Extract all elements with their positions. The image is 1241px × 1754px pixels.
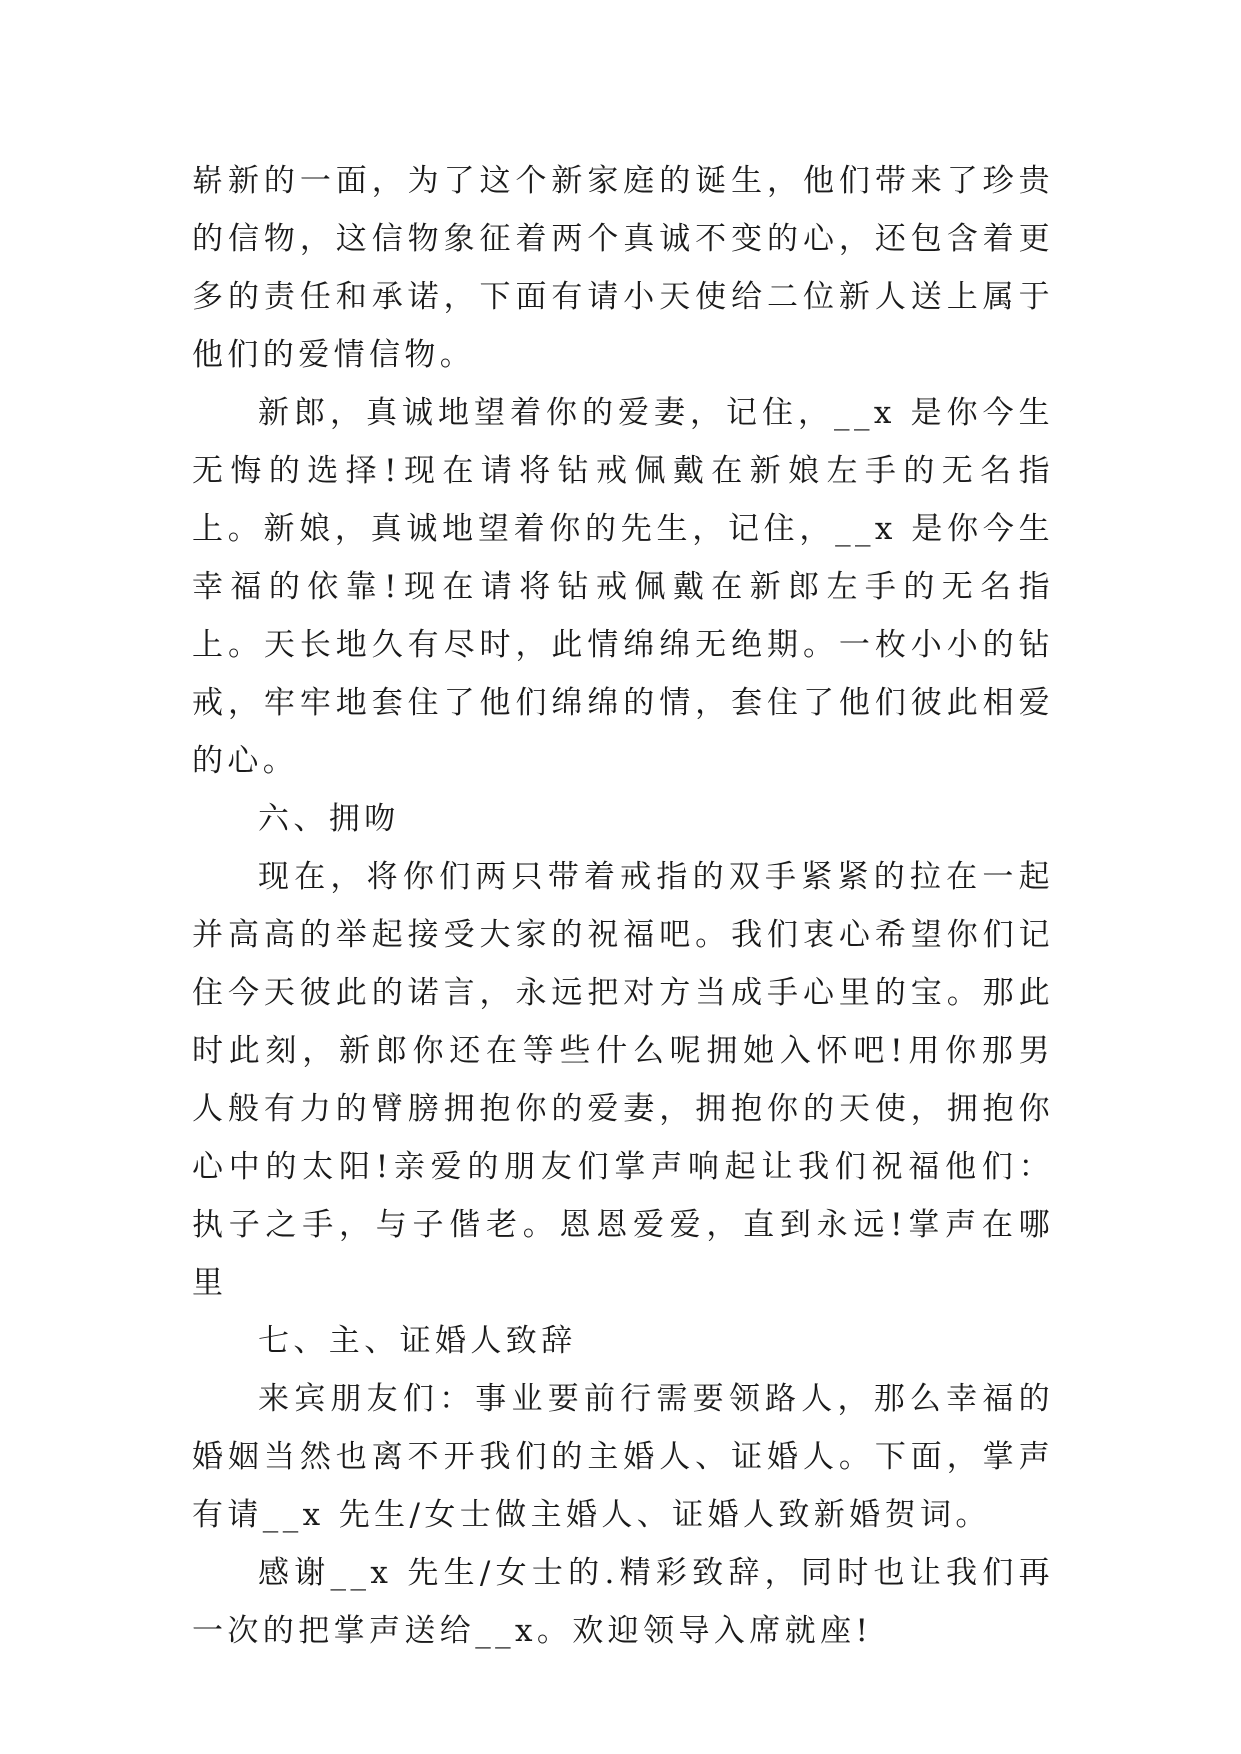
paragraph-thanks: 感谢__x 先生/女士的.精彩致辞，同时也让我们再一次的把掌声送给__x。欢迎领导入席就座!: [192, 1555, 1054, 1649]
section-heading-officiant-speech: 七、主、证婚人致辞: [258, 1323, 577, 1359]
document-body: [192, 152, 1054, 1660]
paragraph-ring-vows: 新郎，真诚地望着你的爱妻，记住，__x 是你今生无悔的选择!现在请将钻戒佩戴在新娘左手的无名指上。新娘，真诚地望着你的先生，记住，__x 是你今生幸福的依靠!现在请将钻戒佩戴在新郎左手的无名指上。天长地久有尽时，此情绵绵无绝期。一枚小小的钻戒，牢牢地套住了他们绵绵的情，套住了他们彼此相爱的心。: [192, 395, 1054, 779]
paragraph-ring-exchange-intro: 崭新的一面，为了这个新家庭的诞生，他们带来了珍贵的信物，这信物象征着两个真诚不变的心，还包含着更多的责任和承诺，下面有请小天使给二位新人送上属于他们的爱情信物。: [192, 163, 1054, 373]
paragraph-officiant-invite: 来宾朋友们：事业要前行需要领路人，那么幸福的婚姻当然也离不开我们的主婚人、证婚人。下面，掌声有请__x 先生/女士做主婚人、证婚人致新婚贺词。: [192, 1381, 1054, 1533]
paragraph-embrace: 现在，将你们两只带着戒指的双手紧紧的拉在一起并高高的举起接受大家的祝福吧。我们衷心希望你们记住今天彼此的诺言，永远把对方当成手心里的宝。那此时此刻，新郎你还在等些什么呢拥她入怀吧!用你那男人般有力的臂膀拥抱你的爱妻，拥抱你的天使，拥抱你心中的太阳!亲爱的朋友们掌声响起让我们祝福他们：执子之手，与子偕老。恩恩爱爱，直到永远!掌声在哪里: [192, 859, 1054, 1301]
section-heading-embrace: 六、拥吻: [258, 801, 400, 837]
